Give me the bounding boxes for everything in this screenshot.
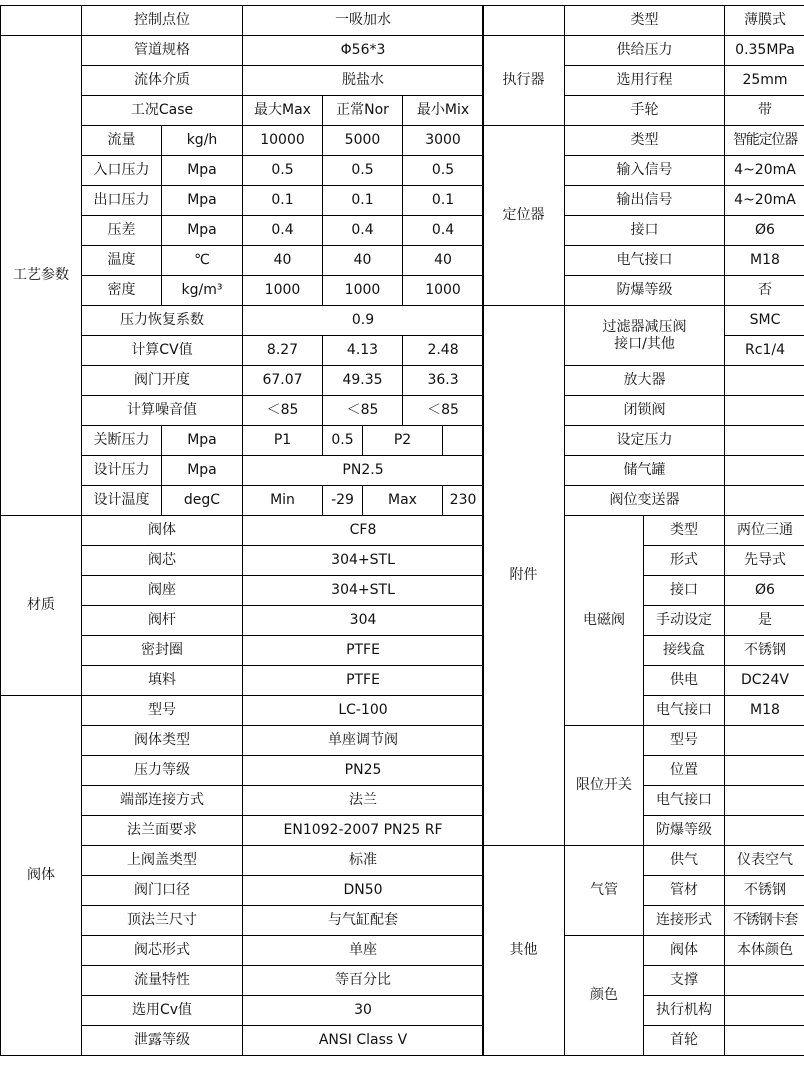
air-tank-label: 储气罐 xyxy=(565,456,725,486)
solenoid-group-label: 电磁阀 xyxy=(565,516,644,726)
opening-value-max: 67.07 xyxy=(243,366,323,396)
param-name: 温度 xyxy=(82,246,162,276)
param-unit: kg/m³ xyxy=(162,276,243,306)
recovery-label: 压力恢复系数 xyxy=(82,306,243,336)
medium-value: 脱盐水 xyxy=(243,66,484,96)
param-value-max: 0.4 xyxy=(243,216,323,246)
material-label: 阀杆 xyxy=(82,606,243,636)
cv-value-nor: 4.13 xyxy=(323,336,403,366)
param-value-min: 0.1 xyxy=(403,186,484,216)
valve-body-label: 型号 xyxy=(82,696,243,726)
positioner-value: 4~20mA xyxy=(725,186,804,216)
stroke-value: 25mm xyxy=(725,66,804,96)
position-transmitter-label: 阀位变送器 xyxy=(565,486,725,516)
noise-value-max: ＜85 xyxy=(243,396,323,426)
table-row xyxy=(483,6,804,36)
filter-regulator-value: SMC xyxy=(725,306,804,336)
material-value: 304+STL xyxy=(243,546,484,576)
material-value: PTFE xyxy=(243,636,484,666)
param-value-max: 0.5 xyxy=(243,156,323,186)
design-temp-unit: degC xyxy=(162,486,243,516)
control-point-label: 控制点位 xyxy=(82,6,243,36)
valve-body-value: EN1092-2007 PN25 RF xyxy=(243,816,484,846)
air-pipe-value: 仪表空气 xyxy=(725,846,804,876)
positioner-label: 输出信号 xyxy=(565,186,725,216)
corner-cell xyxy=(483,6,565,36)
positioner-label: 防爆等级 xyxy=(565,276,725,306)
limit-switch-label: 防爆等级 xyxy=(644,816,725,846)
cv-value-min: 2.48 xyxy=(403,336,484,366)
accessories-group-label: 附件 xyxy=(483,306,565,846)
solenoid-label: 电气接口 xyxy=(644,696,725,726)
shutoff-p2-label: P2 xyxy=(363,426,443,456)
pipe-spec-value: Φ56*3 xyxy=(243,36,484,66)
valve-body-value: 30 xyxy=(243,996,484,1026)
air-tank-value xyxy=(725,456,804,486)
material-group-label: 材质 xyxy=(1,516,82,696)
opening-label: 阀门开度 xyxy=(82,366,243,396)
design-pressure-unit: Mpa xyxy=(162,456,243,486)
table-row xyxy=(1,696,484,726)
param-unit: Mpa xyxy=(162,216,243,246)
shutoff-p1-label: P1 xyxy=(243,426,323,456)
design-temp-label: 设计温度 xyxy=(82,486,162,516)
color-label: 阀体 xyxy=(644,936,725,966)
param-value-min: 0.4 xyxy=(403,216,484,246)
noise-value-min: ＜85 xyxy=(403,396,484,426)
air-pipe-value: 不锈钢卡套 xyxy=(725,906,804,936)
table-row xyxy=(483,846,804,876)
air-pipe-group-label: 气管 xyxy=(565,846,644,936)
positioner-label: 电气接口 xyxy=(565,246,725,276)
recovery-value: 0.9 xyxy=(243,306,484,336)
param-unit: Mpa xyxy=(162,186,243,216)
valve-body-value: 等百分比 xyxy=(243,966,484,996)
supply-pressure-label: 供给压力 xyxy=(565,36,725,66)
material-value: 304+STL xyxy=(243,576,484,606)
case-header-min: 最小Mix xyxy=(403,96,484,126)
valve-body-value: 单座调节阀 xyxy=(243,726,484,756)
amplifier-label: 放大器 xyxy=(565,366,725,396)
solenoid-value: 两位三通 xyxy=(725,516,804,546)
stroke-label: 选用行程 xyxy=(565,66,725,96)
positioner-value: 4~20mA xyxy=(725,156,804,186)
filter-regulator-label-line1: 过滤器减压阀 xyxy=(602,318,687,335)
valve-body-label: 法兰面要求 xyxy=(82,816,243,846)
solenoid-label: 类型 xyxy=(644,516,725,546)
material-label: 阀体 xyxy=(82,516,243,546)
table-row xyxy=(483,306,804,336)
case-header-max: 最大Max xyxy=(243,96,323,126)
shutoff-p2-value xyxy=(443,426,484,456)
valve-body-label: 流量特性 xyxy=(82,966,243,996)
opening-value-min: 36.3 xyxy=(403,366,484,396)
lock-valve-value xyxy=(725,396,804,426)
param-value-nor: 1000 xyxy=(323,276,403,306)
color-label: 支撑 xyxy=(644,966,725,996)
table-row xyxy=(483,36,804,66)
process-group-label: 工艺参数 xyxy=(1,36,82,516)
case-label: 工况Case xyxy=(82,96,243,126)
material-label: 阀座 xyxy=(82,576,243,606)
material-label: 阀芯 xyxy=(82,546,243,576)
positioner-value: 否 xyxy=(725,276,804,306)
opening-value-nor: 49.35 xyxy=(323,366,403,396)
cv-value-max: 8.27 xyxy=(243,336,323,366)
color-value: 本体颜色 xyxy=(725,936,804,966)
table-row xyxy=(1,6,484,36)
param-value-max: 10000 xyxy=(243,126,323,156)
valve-body-value: 与气缸配套 xyxy=(243,906,484,936)
solenoid-label: 形式 xyxy=(644,546,725,576)
param-name: 密度 xyxy=(82,276,162,306)
air-pipe-value: 不锈钢 xyxy=(725,876,804,906)
other-group-label: 其他 xyxy=(483,846,565,1056)
valve-body-value: ANSI Class V xyxy=(243,1026,484,1056)
actuator-group-label: 执行器 xyxy=(483,36,565,126)
position-transmitter-value xyxy=(725,486,804,516)
material-value: PTFE xyxy=(243,666,484,696)
solenoid-value: 是 xyxy=(725,606,804,636)
design-pressure-label: 设计压力 xyxy=(82,456,162,486)
air-pipe-label: 供气 xyxy=(644,846,725,876)
solenoid-value: DC24V xyxy=(725,666,804,696)
positioner-group-label: 定位器 xyxy=(483,126,565,306)
color-value xyxy=(725,966,804,996)
case-header-nor: 正常Nor xyxy=(323,96,403,126)
positioner-value: 智能定位器 xyxy=(725,126,804,156)
limit-switch-value xyxy=(725,756,804,786)
supply-pressure-value: 0.35MPa xyxy=(725,36,804,66)
valve-body-value: 标准 xyxy=(243,846,484,876)
corner-cell xyxy=(1,6,82,36)
valve-body-value: 法兰 xyxy=(243,786,484,816)
param-value-nor: 0.1 xyxy=(323,186,403,216)
amplifier-value xyxy=(725,366,804,396)
limit-switch-value xyxy=(725,786,804,816)
control-point-value: 一吸加水 xyxy=(243,6,484,36)
table-row xyxy=(1,36,484,66)
solenoid-label: 接线盒 xyxy=(644,636,725,666)
shutoff-p1-value: 0.5 xyxy=(323,426,363,456)
limit-switch-group-label: 限位开关 xyxy=(565,726,644,846)
solenoid-value: Ø6 xyxy=(725,576,804,606)
solenoid-value: 不锈钢 xyxy=(725,636,804,666)
valve-body-label: 泄露等级 xyxy=(82,1026,243,1056)
filter-regulator-label xyxy=(565,306,725,366)
valve-body-label: 压力等级 xyxy=(82,756,243,786)
param-value-min: 1000 xyxy=(403,276,484,306)
design-temp-max-label: Max xyxy=(363,486,443,516)
param-value-nor: 5000 xyxy=(323,126,403,156)
valve-body-value: LC-100 xyxy=(243,696,484,726)
design-pressure-value: PN2.5 xyxy=(243,456,484,486)
color-value xyxy=(725,1026,804,1056)
process-spec-table xyxy=(0,5,484,1056)
color-label: 首轮 xyxy=(644,1026,725,1056)
param-value-max: 40 xyxy=(243,246,323,276)
limit-switch-value xyxy=(725,726,804,756)
valve-body-value: PN25 xyxy=(243,756,484,786)
shutoff-label: 关断压力 xyxy=(82,426,162,456)
param-name: 出口压力 xyxy=(82,186,162,216)
air-pipe-label: 管材 xyxy=(644,876,725,906)
actuator-type-value: 薄膜式 xyxy=(725,6,804,36)
set-pressure-value xyxy=(725,426,804,456)
valve-body-value: DN50 xyxy=(243,876,484,906)
material-value: CF8 xyxy=(243,516,484,546)
positioner-value: M18 xyxy=(725,246,804,276)
param-unit: ℃ xyxy=(162,246,243,276)
param-name: 压差 xyxy=(82,216,162,246)
param-value-min: 0.5 xyxy=(403,156,484,186)
valve-body-label: 选用Cv值 xyxy=(82,996,243,1026)
accessory-spec-table xyxy=(482,5,804,1056)
color-group-label: 颜色 xyxy=(565,936,644,1056)
design-temp-max-value: 230 xyxy=(443,486,484,516)
param-value-nor: 40 xyxy=(323,246,403,276)
lock-valve-label: 闭锁阀 xyxy=(565,396,725,426)
limit-switch-value xyxy=(725,816,804,846)
valve-body-label: 阀门口径 xyxy=(82,876,243,906)
handwheel-label: 手轮 xyxy=(565,96,725,126)
design-temp-min-value: -29 xyxy=(323,486,363,516)
param-value-nor: 0.4 xyxy=(323,216,403,246)
filter-regulator-label-line2: 接口/其他 xyxy=(614,335,675,352)
noise-label: 计算噪音值 xyxy=(82,396,243,426)
noise-value-nor: ＜85 xyxy=(323,396,403,426)
filter-regulator-port-value: Rc1/4 xyxy=(725,336,804,366)
param-value-min: 3000 xyxy=(403,126,484,156)
handwheel-value: 带 xyxy=(725,96,804,126)
positioner-label: 类型 xyxy=(565,126,725,156)
color-value xyxy=(725,996,804,1026)
param-value-min: 40 xyxy=(403,246,484,276)
param-unit: kg/h xyxy=(162,126,243,156)
param-unit: Mpa xyxy=(162,156,243,186)
air-pipe-label: 连接形式 xyxy=(644,906,725,936)
param-value-max: 1000 xyxy=(243,276,323,306)
material-label: 填料 xyxy=(82,666,243,696)
valve-body-label: 顶法兰尺寸 xyxy=(82,906,243,936)
solenoid-value: 先导式 xyxy=(725,546,804,576)
positioner-label: 输入信号 xyxy=(565,156,725,186)
valve-body-label: 上阀盖类型 xyxy=(82,846,243,876)
valve-body-label: 阀体类型 xyxy=(82,726,243,756)
param-value-max: 0.1 xyxy=(243,186,323,216)
material-value: 304 xyxy=(243,606,484,636)
medium-label: 流体介质 xyxy=(82,66,243,96)
cv-label: 计算CV值 xyxy=(82,336,243,366)
valve-body-value: 单座 xyxy=(243,936,484,966)
limit-switch-label: 电气接口 xyxy=(644,786,725,816)
param-value-nor: 0.5 xyxy=(323,156,403,186)
positioner-label: 接口 xyxy=(565,216,725,246)
design-temp-min-label: Min xyxy=(243,486,323,516)
param-name: 流量 xyxy=(82,126,162,156)
valve-body-label: 端部连接方式 xyxy=(82,786,243,816)
actuator-type-label: 类型 xyxy=(565,6,725,36)
pipe-spec-label: 管道规格 xyxy=(82,36,243,66)
solenoid-value: M18 xyxy=(725,696,804,726)
limit-switch-label: 型号 xyxy=(644,726,725,756)
color-label: 执行机构 xyxy=(644,996,725,1026)
solenoid-label: 手动设定 xyxy=(644,606,725,636)
table-row xyxy=(483,126,804,156)
table-row xyxy=(1,516,484,546)
param-name: 入口压力 xyxy=(82,156,162,186)
set-pressure-label: 设定压力 xyxy=(565,426,725,456)
material-label: 密封圈 xyxy=(82,636,243,666)
limit-switch-label: 位置 xyxy=(644,756,725,786)
shutoff-unit: Mpa xyxy=(162,426,243,456)
valve-body-group-label: 阀体 xyxy=(1,696,82,1056)
solenoid-label: 供电 xyxy=(644,666,725,696)
valve-body-label: 阀芯形式 xyxy=(82,936,243,966)
positioner-value: Ø6 xyxy=(725,216,804,246)
solenoid-label: 接口 xyxy=(644,576,725,606)
